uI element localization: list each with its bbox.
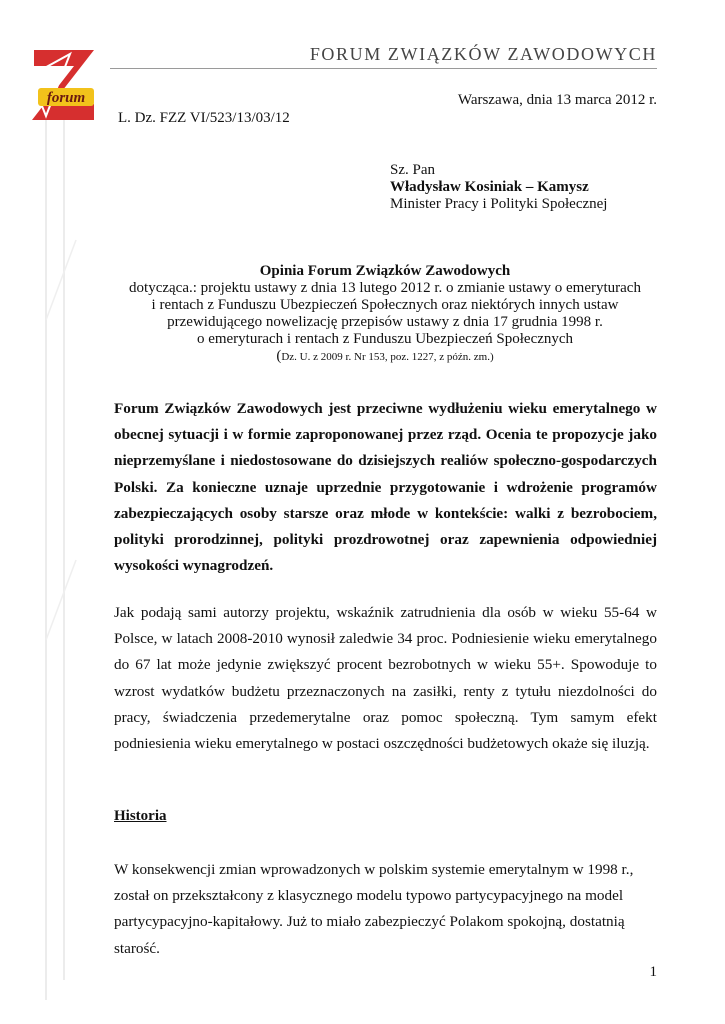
reference-number: L. Dz. FZZ VI/523/13/03/12: [118, 110, 290, 126]
paragraph-history: W konsekwencji zmian wprowadzonych w polskim systemie emerytalnym w 1998 r., został on przekształcony z klasycznego modelu typowo partycypacyjnego na model partycypacyjno-kapitałowy. Już to miało zabezpieczyć Polakom spokojną, dostatnią starość.: [114, 861, 634, 957]
opinion-heading: [110, 263, 660, 366]
forum-logo: [26, 46, 98, 124]
opinion-citation-line: [110, 348, 660, 366]
header-rule: [110, 68, 657, 69]
opinion-citation: Dz. U. z 2009 r. Nr 153, poz. 1227, z późn. zm.): [281, 351, 494, 363]
opinion-line: o emeryturach i rentach z Funduszu Ubezpieczeń Społecznych: [196, 331, 574, 347]
opinion-line: przewidującego nowelizację przepisów ustawy z dnia 17 grudnia 1998 r.: [167, 314, 603, 330]
paragraph-employment: Jak podają sami autorzy projektu, wskaźnik zatrudnienia dla osób w wieku 55-64 w Polsce, w latach 2008-2010 wynosił zaledwie 34 proc. Podniesienie wieku emerytalnego do 67 lat może jedynie zwiększyć procent bezrobotnych w wieku 55+. Spowoduje to wzrost wydatków budżetu przeznaczonych na zasiłki, renty z tytułu niezdolności do pracy, świadczenia przedemerytalne oraz pomoc społeczną. Tym samym efekt podniesienia wieku emerytalnego w postaci oszczędności budżetowych okaże się iluzją.: [114, 604, 657, 753]
paragraph-position-statement: Forum Związków Zawodowych jest przeciwne wydłużeniu wieku emerytalnego w obecnej sytuacji i w formie zaproponowanej przez rząd. Ocenia te propozycje jako nieprzemyślane i niedostosowane do dzisiejszych realiów społeczno-gospodarczych Polski. Za konieczne uznaje uprzednie przygotowanie i wdrożenie programów zabezpieczających osoby starsze oraz młode w kontekście: walki z bezrobociem, polityki prorodzinnej, polityki prozdrowotnej oraz zapewnienia odpowiedniej wysokości wynagrodzeń.: [114, 400, 657, 575]
addressee-salutation: Sz. Pan: [390, 162, 435, 178]
citation-open: (: [276, 348, 282, 364]
addressee-position: Minister Pracy i Polityki Społecznej: [390, 196, 608, 212]
organization-title: FORUM ZWIĄZKÓW ZAWODOWYCH: [309, 44, 657, 64]
opinion-line: i rentach z Funduszu Ubezpieczeń Społecznych oraz niektórych innych ustaw: [151, 297, 619, 313]
section-heading-historia: Historia: [114, 808, 167, 824]
watermark-z-shape: [36, 120, 86, 1020]
page-number: 1: [649, 964, 657, 980]
opinion-line: dotycząca.: projektu ustawy z dnia 13 lutego 2012 r. o zmianie ustawy o emeryturach: [129, 280, 641, 296]
addressee-name: Władysław Kosiniak – Kamysz: [390, 179, 589, 195]
addressee-block: [390, 162, 607, 213]
date-line: Warszawa, dnia 13 marca 2012 r.: [457, 92, 657, 108]
opinion-title: Opinia Forum Związków Zawodowych: [259, 263, 511, 279]
logo-text: forum: [46, 90, 86, 106]
